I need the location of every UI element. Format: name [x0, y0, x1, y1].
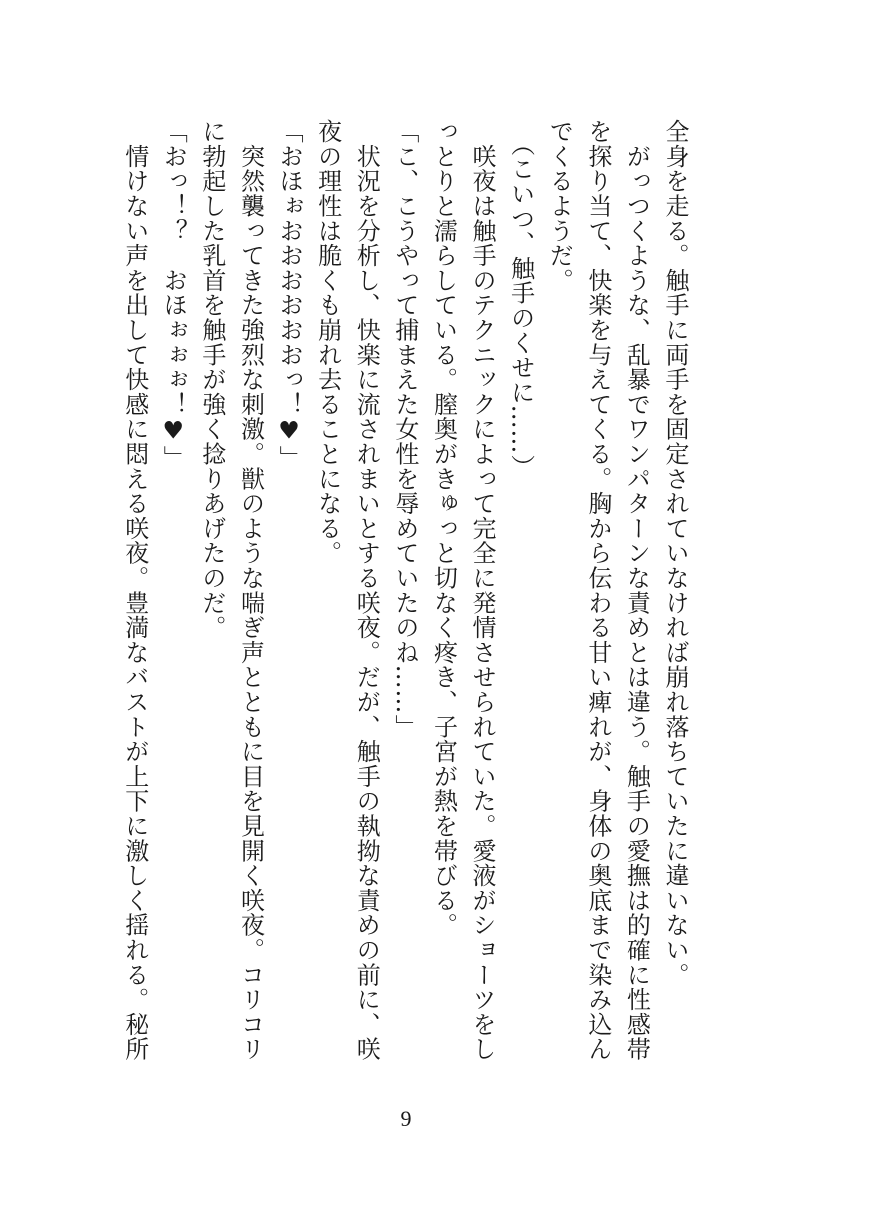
- text-column: でくるようだ。: [545, 119, 574, 293]
- text-column: 突然襲ってきた強烈な刺激。獣のような喘ぎ声とともに目を見開く咲夜。コリコリ: [236, 119, 265, 1062]
- text-column: 状況を分析し、快楽に流されまいとする咲夜。だが、触手の執拗な責めの前に、咲: [352, 119, 381, 1062]
- text-column: を探り当て、快楽を与えてくる。胸から伝わる甘い痺れが、身体の奥底まで染み込ん: [583, 119, 612, 1062]
- text-column: 全身を走る。触手に両手を固定されていなければ崩れ落ちていたに違いない。: [661, 119, 689, 987]
- text-column: 「こ、こうやって捕まえた女性を辱めていたのね……」: [390, 119, 419, 739]
- page-number: 9: [400, 1106, 412, 1131]
- text-column: 「おっ！？ おほぉぉぉ！♥」: [159, 119, 188, 471]
- text-column: 夜の理性は脆くも崩れ去ることになる。: [313, 119, 342, 566]
- text-column: （こいつ、触手のくせに……）: [506, 119, 535, 479]
- text-column: 情けない声を出して快感に悶える咲夜。豊満なバストが上下に激しく揺れる。秘所: [120, 119, 149, 1062]
- text-column: 咲夜は触手のテクニックによって完全に発情させられていた。愛液がショーツをし: [468, 119, 497, 1062]
- body-text: [114, 119, 694, 1079]
- text-column: 「おほぉおおおおおおっ！♥」: [275, 119, 304, 471]
- text-column: に勃起した乳首を触手が強く捻りあげたのだ。: [197, 119, 226, 640]
- text-column: がっつくような、乱暴でワンパターンな責めとは違う。触手の愛撫は的確に性感帯: [622, 119, 651, 1062]
- text-column: っとりと濡らしている。膣奥がきゅっと切なく疼き、子宮が熱を帯びる。: [429, 119, 458, 938]
